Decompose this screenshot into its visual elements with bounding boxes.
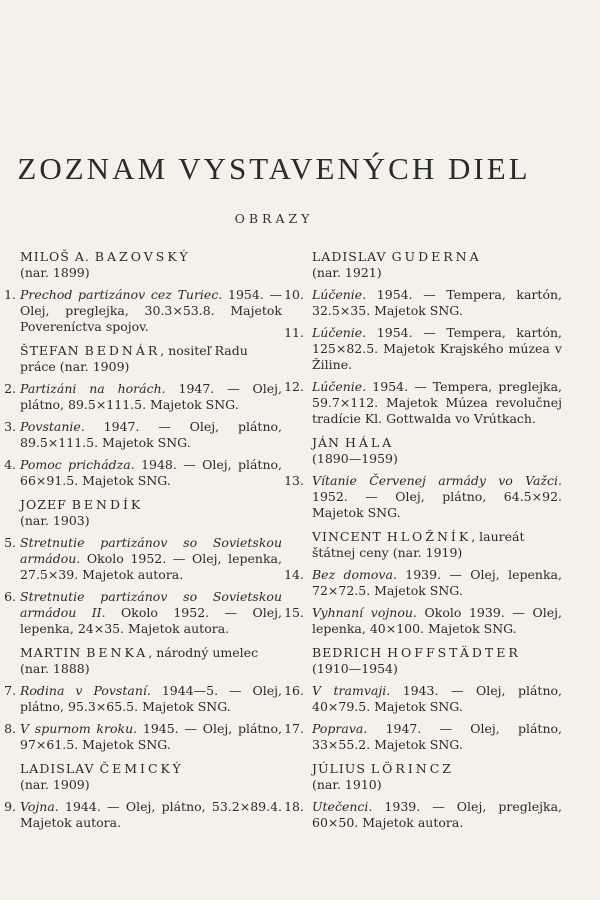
work-detail: 1947. — Olej, plátno, 89.5×111.5. Majetok SNG.	[20, 381, 282, 412]
artist-first-name: MILOŠ A.	[20, 249, 95, 264]
artist-note: (nar. 1899)	[20, 265, 90, 280]
work-title: Vojna.	[20, 799, 59, 814]
work-entry	[284, 473, 562, 521]
work-number: 18.	[284, 799, 304, 814]
artist-group	[284, 435, 562, 521]
work-number: 11.	[284, 325, 304, 340]
work-detail: 1943. — Olej, plátno, 40×79.5. Majetok SNG.	[312, 683, 562, 714]
artist-surname: HOFFSTÄDTER	[387, 645, 521, 660]
artist-surname: HÁLA	[344, 435, 395, 450]
artist-group	[284, 645, 562, 753]
artist-first-name: VINCENT	[312, 529, 387, 544]
work-number: 9.	[4, 799, 16, 814]
work-number: 12.	[284, 379, 304, 394]
work-entry	[284, 605, 562, 637]
artist-surname: ČEMICKÝ	[99, 761, 184, 776]
page-title: ZOZNAM VYSTAVENÝCH DIEL	[17, 150, 531, 186]
work-entry	[0, 381, 282, 413]
artist-note: (nar. 1909)	[20, 777, 90, 792]
work-entry	[284, 567, 562, 599]
work-title: Rodina v Povstaní.	[20, 683, 151, 698]
artist-note: (1910—1954)	[312, 661, 398, 676]
artist-surname: GUDERNA	[391, 249, 482, 264]
work-detail: 1947. — Olej, plátno, 33×55.2. Majetok SNG.	[312, 721, 562, 752]
work-entry	[284, 799, 562, 831]
artist-first-name: MARTIN	[20, 645, 87, 660]
work-title: Bez domova.	[312, 567, 397, 582]
artist-heading	[292, 435, 562, 467]
artist-first-name: ŠTEFAN	[20, 343, 85, 358]
artist-heading	[292, 529, 562, 561]
work-entry	[284, 287, 562, 319]
left-column	[0, 249, 282, 839]
work-number: 2.	[4, 381, 16, 396]
work-title: Lúčenie.	[312, 379, 367, 394]
artist-group	[0, 497, 282, 637]
work-title: Utečenci.	[312, 799, 373, 814]
work-number: 8.	[4, 721, 16, 736]
work-entry	[0, 589, 282, 637]
artist-group	[284, 761, 562, 831]
work-entry	[0, 535, 282, 583]
work-detail: 1954. — Tempera, kartón, 125×82.5. Majetok Krajského múzea v Žiline.	[312, 325, 562, 372]
artist-surname: LÖRINCZ	[370, 761, 454, 776]
work-number: 14.	[284, 567, 304, 582]
work-title: Pomoc prichádza.	[20, 457, 135, 472]
work-entry	[0, 457, 282, 489]
artist-heading	[292, 645, 562, 677]
work-detail: Okolo 1939. — Olej, lepenka, 40×100. Majetok SNG.	[312, 605, 562, 636]
artist-surname: HLOŽNÍK	[386, 529, 472, 544]
work-detail: 1939. — Olej, preglejka, 60×50. Majetok autora.	[312, 799, 562, 830]
artist-note: (nar. 1910)	[312, 777, 382, 792]
right-column	[284, 249, 562, 839]
artist-group	[0, 645, 282, 753]
work-entry	[0, 683, 282, 715]
work-detail: 1954. — Tempera, kartón, 32.5×35. Majetok SNG.	[312, 287, 562, 318]
artist-first-name: LADISLAV	[312, 249, 392, 264]
artist-note: , laureát štátnej ceny (nar. 1919)	[312, 529, 525, 560]
work-entry	[0, 721, 282, 753]
work-number: 17.	[284, 721, 304, 736]
work-title: Lúčenie.	[312, 325, 367, 340]
work-detail: Okolo 1952. — Olej, lepenka, 27.5×39. Majetok autora.	[20, 551, 282, 582]
artist-heading	[0, 645, 282, 677]
work-number: 4.	[4, 457, 16, 472]
work-detail: 1948. — Olej, plátno, 66×91.5. Majetok SNG.	[20, 457, 282, 488]
artist-note: (nar. 1903)	[20, 513, 90, 528]
artist-note: (nar. 1921)	[312, 265, 382, 280]
work-number: 1.	[4, 287, 16, 302]
work-entry	[284, 325, 562, 373]
work-detail: 1939. — Olej, lepenka, 72×72.5. Majetok SNG.	[312, 567, 562, 598]
artist-first-name: LADISLAV	[20, 761, 100, 776]
work-title: Prechod partizánov cez Turiec.	[20, 287, 223, 302]
artist-surname: BAZOVSKÝ	[94, 249, 191, 264]
artist-group	[0, 249, 282, 335]
work-detail: 1954. — Olej, preglejka, 30.3×53.8. Majetok Povereníctva spojov.	[20, 287, 282, 334]
artist-heading	[0, 249, 282, 281]
artist-first-name: BEDRICH	[312, 645, 388, 660]
work-title: Lúčenie.	[312, 287, 367, 302]
artist-group	[0, 343, 282, 489]
work-number: 10.	[284, 287, 304, 302]
work-entry	[284, 683, 562, 715]
section-heading: OBRAZY	[234, 211, 314, 226]
work-detail: 1945. — Olej, plátno, 97×61.5. Majetok SNG.	[20, 721, 282, 752]
work-number: 7.	[4, 683, 16, 698]
work-title: V tramvaji.	[312, 683, 391, 698]
artist-surname: BEDNÁR	[84, 343, 161, 358]
work-detail: 1944—5. — Olej, plátno, 95.3×65.5. Majetok SNG.	[20, 683, 283, 714]
artist-note: (1890—1959)	[312, 451, 398, 466]
artist-surname: BENDÍK	[71, 497, 144, 512]
work-entry	[284, 721, 562, 753]
work-title: Partizáni na horách.	[20, 381, 166, 396]
work-detail: 1944. — Olej, plátno, 53.2×89.4. Majetok autora.	[20, 799, 282, 830]
work-title: Povstanie.	[20, 419, 85, 434]
work-detail: 1954. — Tempera, preglejka, 59.7×112. Majetok Múzea revolučnej tradície Kl. Gottwalda vo Vrútkach.	[312, 379, 562, 426]
work-entry	[0, 799, 282, 831]
work-title: V spurnom kroku.	[20, 721, 138, 736]
artist-heading	[292, 249, 562, 281]
work-number: 16.	[284, 683, 304, 698]
artist-surname: BENKA	[86, 645, 149, 660]
work-number: 13.	[284, 473, 304, 488]
work-entry	[284, 379, 562, 427]
work-entry	[0, 287, 282, 335]
work-title: Poprava.	[312, 721, 368, 736]
artist-first-name: JOZEF	[20, 497, 72, 512]
artist-group	[284, 529, 562, 637]
work-number: 6.	[4, 589, 16, 604]
work-detail: 1952. — Olej, plátno, 64.5×92. Majetok SNG.	[312, 489, 562, 520]
artist-heading	[0, 497, 282, 529]
artist-first-name: JÚLIUS	[312, 761, 371, 776]
artist-group	[284, 249, 562, 427]
work-number: 5.	[4, 535, 16, 550]
work-number: 3.	[4, 419, 16, 434]
work-detail: 1947. — Olej, plátno, 89.5×111.5. Majetok SNG.	[20, 419, 282, 450]
artist-heading	[292, 761, 562, 793]
work-title: Vítanie Červenej armády vo Važci.	[312, 473, 562, 488]
work-detail: Okolo 1952. — Olej, lepenka, 24×35. Majetok autora.	[20, 605, 283, 636]
artist-group	[0, 761, 282, 831]
work-title: Vyhnaní vojnou.	[312, 605, 417, 620]
work-title: Stretnutie partizánov so Sovietskou armádou II.	[20, 589, 282, 620]
artist-note: , nositeľ Radu práce (nar. 1909)	[20, 343, 248, 374]
artist-heading	[0, 343, 282, 375]
work-title: Stretnutie partizánov so Sovietskou armádou.	[20, 535, 282, 566]
artist-heading	[0, 761, 282, 793]
artist-note: , národný umelec (nar. 1888)	[20, 645, 259, 676]
work-number: 15.	[284, 605, 304, 620]
artist-first-name: JÁN	[312, 435, 345, 450]
work-entry	[0, 419, 282, 451]
